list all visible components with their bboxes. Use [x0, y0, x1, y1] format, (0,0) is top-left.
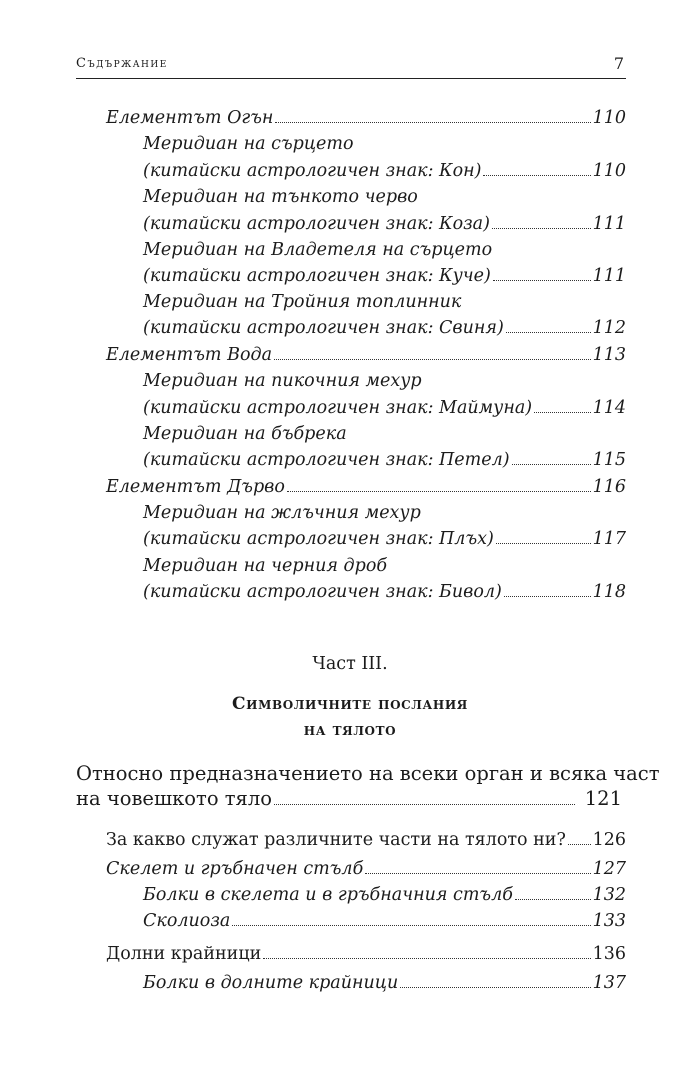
- leader-dots: [263, 944, 590, 959]
- toc-entry-page: 132: [592, 885, 626, 905]
- toc-entry-page: 116: [592, 477, 626, 497]
- toc-entry-page: 111: [592, 214, 626, 234]
- toc-entry-title: Елементът Огън: [106, 108, 274, 128]
- toc-entry[interactable]: [143, 396, 626, 420]
- toc-entry-title: Меридиан на Владетеля на сърцето: [143, 240, 493, 260]
- toc-entry-title: (китайски астрологичен знак: Кон): [143, 161, 482, 181]
- toc-entry[interactable]: [143, 909, 626, 933]
- toc-entry-title: Елементът Вода: [106, 345, 273, 365]
- toc-entry-page: 117: [592, 529, 626, 549]
- toc-entry-title: Относно предназначението на всеки орган и всяка част: [76, 762, 660, 785]
- leader-dots: [400, 973, 590, 988]
- toc-entry-title: Елементът Дърво: [106, 477, 285, 497]
- leader-dots: [365, 859, 590, 874]
- toc-entry[interactable]: [143, 448, 626, 472]
- toc-entry-title: (китайски астрологичен знак: Куче): [143, 266, 491, 286]
- toc-entry-title: Меридиан на черния дроб: [143, 556, 388, 576]
- leader-dots: [493, 266, 591, 281]
- leader-dots: [568, 830, 591, 845]
- leader-dots: [506, 318, 591, 333]
- leader-dots: [483, 161, 590, 176]
- toc-entry-title: (китайски астрологичен знак: Свиня): [143, 318, 504, 338]
- toc-entry[interactable]: [106, 828, 626, 852]
- toc-entry-title: Болки в скелета и в гръбначния стълб: [143, 885, 513, 905]
- toc-entry-page: 114: [592, 398, 626, 418]
- toc-entry[interactable]: [143, 212, 626, 236]
- toc-entry[interactable]: [143, 264, 626, 288]
- toc-entry-title: Меридиан на Тройния топлинник: [143, 292, 462, 312]
- toc-entry[interactable]: [106, 942, 626, 966]
- toc-entry-title: (китайски астрологичен знак: Маймуна): [143, 398, 533, 418]
- toc-entry-page: 110: [592, 108, 626, 128]
- toc-entry-title: на човешкото тяло: [76, 787, 272, 810]
- toc-entry-title: Меридиан на сърцето: [143, 134, 354, 154]
- toc-entry-page: 133: [592, 911, 626, 931]
- toc-entry-page: 110: [592, 161, 626, 181]
- toc-entry-page: 112: [592, 318, 626, 338]
- toc-entry-title: (китайски астрологичен знак: Петел): [143, 450, 510, 470]
- leader-dots: [504, 582, 591, 597]
- toc-entry-title: (китайски астрологичен знак: Коза): [143, 214, 490, 234]
- toc-entry-title: (китайски астрологичен знак: Бивол): [143, 582, 502, 602]
- toc-entry-page: 118: [592, 582, 626, 602]
- toc-entry[interactable]: [143, 580, 626, 604]
- leader-dots: [232, 911, 590, 926]
- toc-entry-title: Меридиан на тънкото черво: [143, 187, 418, 207]
- toc-entry-title: (китайски астрологичен знак: Плъх): [143, 529, 494, 549]
- leader-dots: [496, 529, 591, 544]
- leader-dots: [274, 790, 575, 805]
- toc-entry-title: За какво служат различните части на тялото ни?: [106, 830, 566, 850]
- page-number: 7: [613, 54, 624, 73]
- leader-dots: [492, 214, 591, 229]
- leader-dots: [274, 345, 591, 360]
- toc-entry-title: Меридиан на бъбрека: [143, 424, 347, 444]
- toc-entry-page: 136: [592, 944, 626, 964]
- toc-entry[interactable]: [143, 159, 626, 183]
- running-header-title: Съдържание: [76, 56, 168, 71]
- toc-entry-title: Долни крайници: [106, 944, 262, 964]
- leader-dots: [534, 398, 590, 413]
- toc-entry-title: Сколиоза: [143, 911, 231, 931]
- toc-entry-title: Болки в долните крайници: [143, 973, 399, 993]
- part-title-line-1: Символичните послания: [232, 694, 468, 714]
- toc-entry[interactable]: [143, 527, 626, 551]
- toc-entry-page: 115: [592, 450, 626, 470]
- toc-entry[interactable]: [106, 343, 626, 367]
- toc-entry-title: Меридиан на жлъчния мехур: [143, 503, 421, 523]
- toc-entry-page: 127: [592, 859, 626, 879]
- toc-entry-page: 113: [592, 345, 626, 365]
- toc-entry[interactable]: [76, 787, 626, 811]
- leader-dots: [515, 885, 591, 900]
- toc-entry-page: 126: [592, 830, 626, 850]
- leader-dots: [287, 477, 591, 492]
- toc-entry[interactable]: [106, 857, 626, 881]
- leader-dots: [512, 450, 591, 465]
- running-header: [76, 54, 626, 79]
- toc-entry-title: Скелет и гръбначен стълб: [106, 859, 364, 879]
- toc-entry-page: 111: [592, 266, 626, 286]
- toc-entry-page: 121: [584, 787, 622, 810]
- part-label: Част III.: [312, 654, 388, 674]
- toc-entry[interactable]: [143, 883, 626, 907]
- toc-entry[interactable]: [106, 475, 626, 499]
- toc-entry[interactable]: [143, 971, 626, 995]
- toc-entry-page: 137: [592, 973, 626, 993]
- part-title-line-2: на тялото: [303, 720, 397, 740]
- toc-entry[interactable]: [106, 106, 626, 130]
- toc-entry[interactable]: [143, 316, 626, 340]
- toc-entry-title: Меридиан на пикочния мехур: [143, 371, 422, 391]
- leader-dots: [275, 108, 590, 123]
